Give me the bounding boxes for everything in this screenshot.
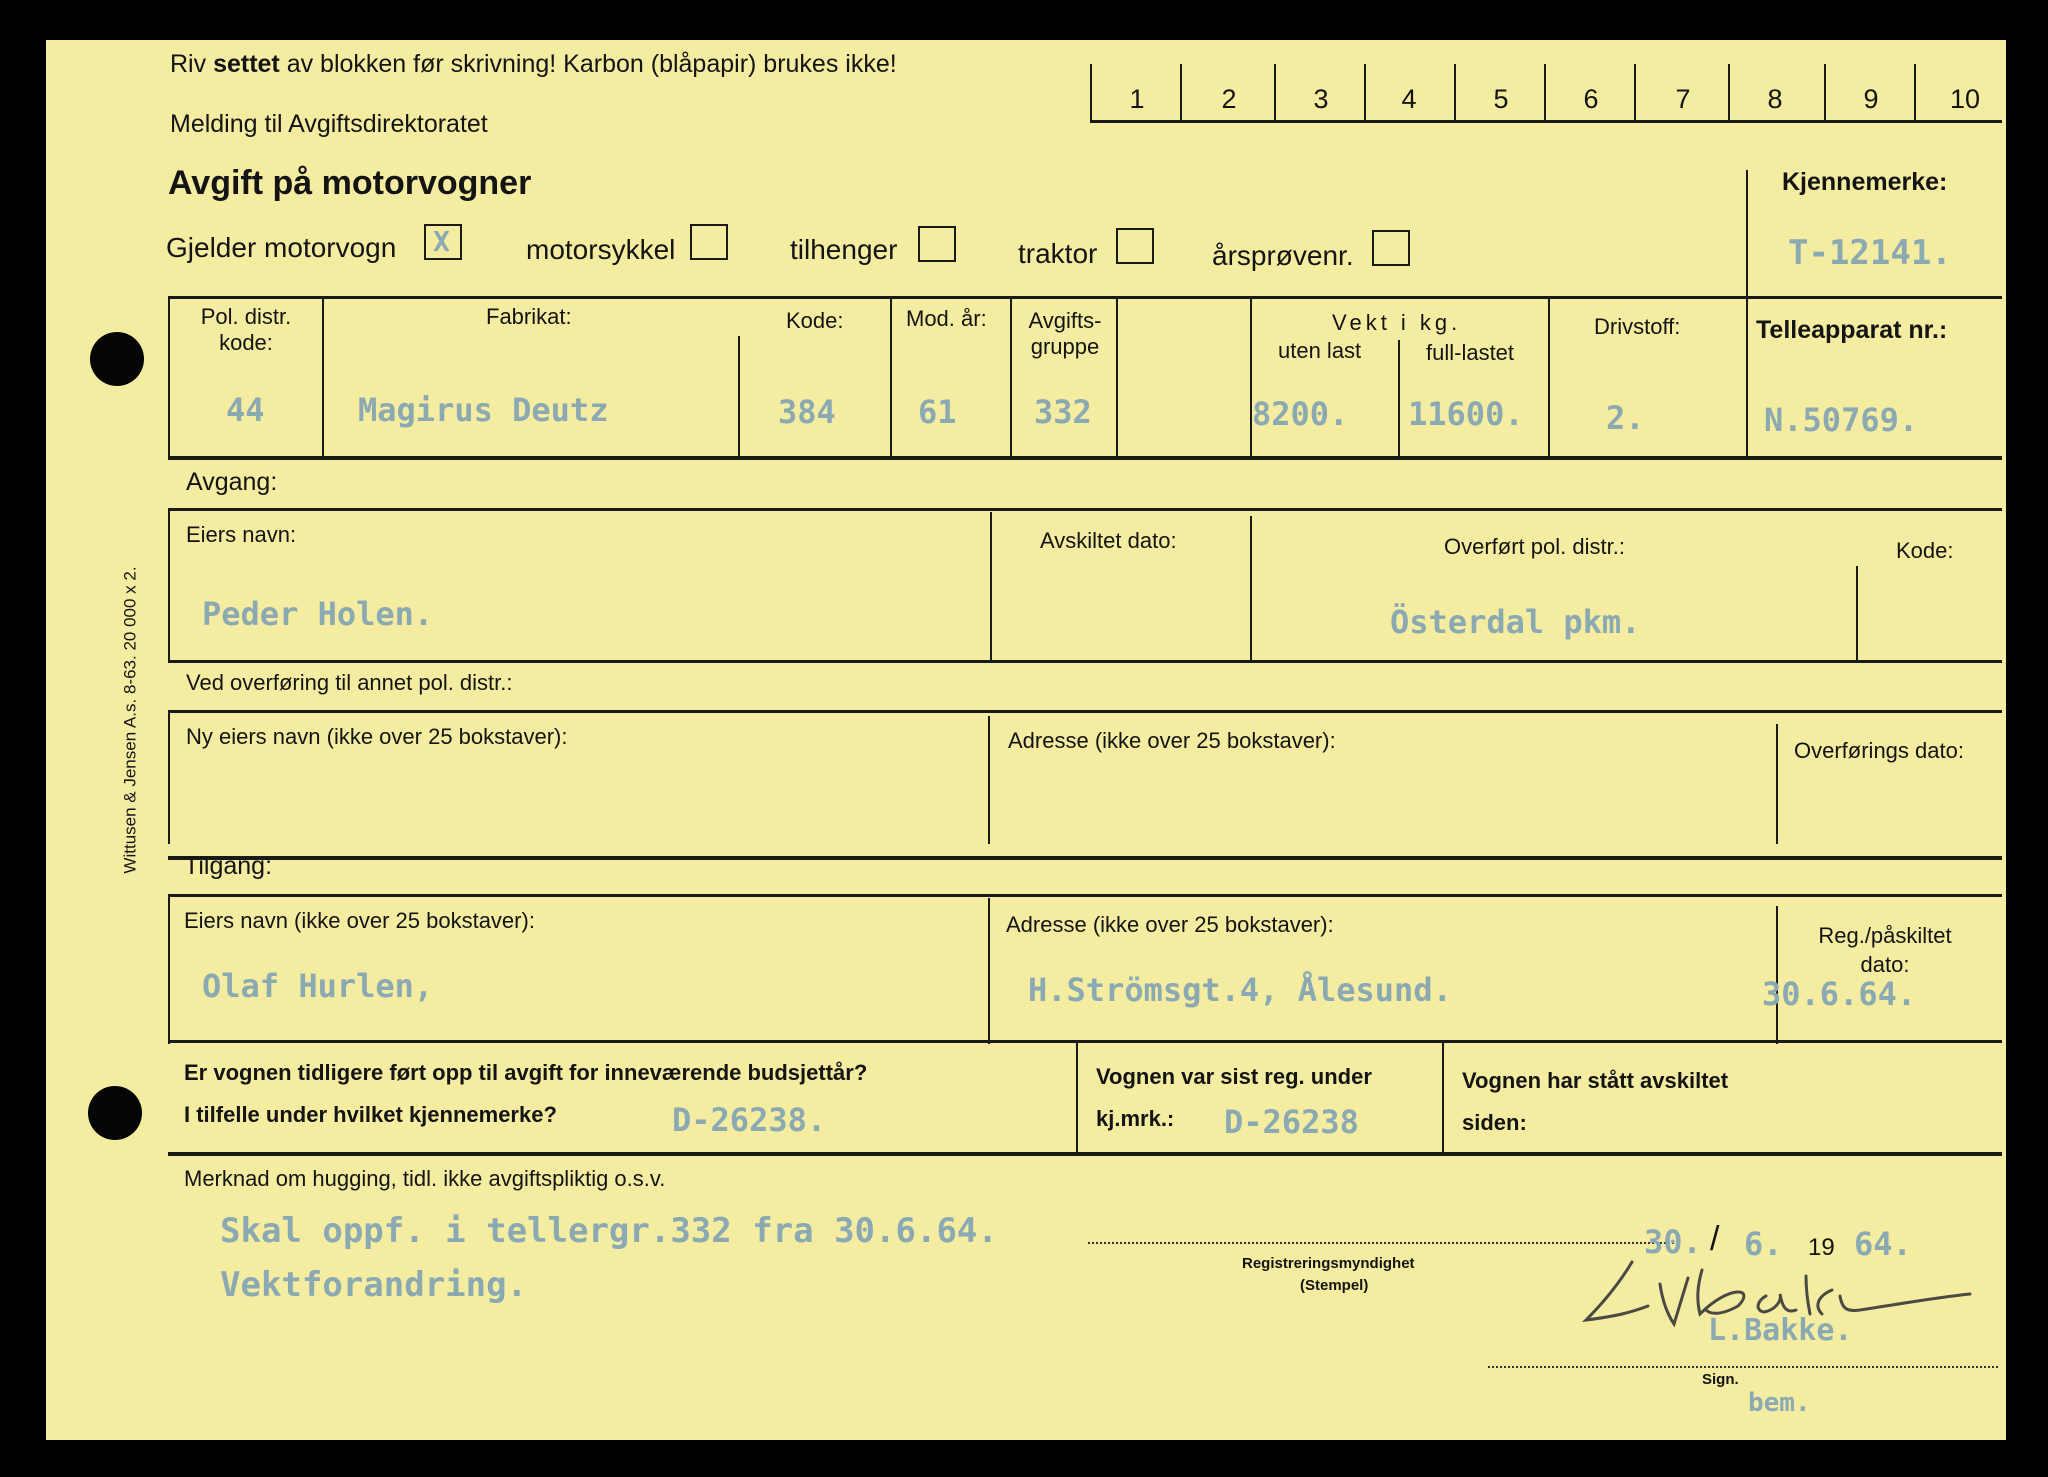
meter-value: N.50769.	[1764, 401, 1919, 439]
form-title: Avgift på motorvogner	[168, 164, 532, 202]
pol-distr-value: 44	[226, 391, 265, 429]
departure-heading: Avgang:	[186, 468, 278, 496]
authority-label: Registreringsmyndighet	[1242, 1255, 1415, 1272]
date-century: 19	[1808, 1234, 1835, 1261]
transfer-heading: Ved overføring til annet pol. distr.:	[186, 670, 513, 695]
fuel-label: Drivstoff:	[1594, 314, 1681, 339]
strip-number: 8	[1767, 84, 1783, 114]
tax-group-label: Avgifts- gruppe	[1028, 308, 1102, 360]
new-address-label: Adresse (ikke over 25 bokstaver):	[1008, 728, 1336, 753]
tractor-checkbox[interactable]	[1116, 228, 1154, 264]
strip-number: 1	[1129, 84, 1145, 114]
idle-line2: siden:	[1462, 1110, 1527, 1135]
reg-date-label: Reg./påskiltet dato:	[1818, 923, 1952, 977]
arrival-address-label: Adresse (ikke over 25 bokstaver):	[1006, 912, 1334, 937]
instruction-text: Riv settet av blokken før skrivning! Karbon (blåpapir) brukes ikke!	[170, 50, 897, 78]
date-slash: /	[1710, 1220, 1720, 1258]
reg-date-value: 30.6.64.	[1762, 975, 1917, 1013]
departure-code-label: Kode:	[1896, 538, 1954, 563]
weight-label: Vekt i kg.	[1332, 310, 1462, 335]
laden-value: 11600.	[1408, 395, 1524, 433]
strip-number: 10	[1949, 84, 1981, 114]
stamp-label: (Stempel)	[1300, 1277, 1369, 1294]
meter-label: Telleapparat nr.:	[1756, 316, 1948, 344]
prev-question-line1: Er vognen tidligere ført opp til avgift for inneværende budsjettår?	[184, 1060, 868, 1085]
remarks-label: Merknad om hugging, tidl. ikke avgiftspliktig o.s.v.	[184, 1166, 666, 1191]
date-year: 64.	[1854, 1225, 1912, 1263]
pol-distr-label: Pol. distr. kode:	[200, 304, 292, 356]
tax-group-value: 332	[1034, 393, 1092, 431]
last-reg-line1: Vognen var sist reg. under	[1096, 1064, 1372, 1089]
fuel-value: 2.	[1606, 399, 1645, 437]
motorcycle-checkbox[interactable]	[690, 224, 728, 260]
laden-label: full-lastet	[1426, 340, 1515, 365]
prev-question-value: D-26238.	[672, 1101, 827, 1139]
strip-number: 7	[1675, 84, 1691, 114]
sign-label: Sign.	[1702, 1371, 1739, 1388]
applies-label: Gjelder motorvogn	[166, 232, 397, 263]
model-year-value: 61	[918, 393, 957, 431]
departure-owner-label: Eiers navn:	[186, 522, 297, 547]
punch-hole-bottom	[88, 1086, 142, 1140]
arrival-heading: Tilgang:	[184, 852, 273, 880]
strip-number: 2	[1221, 84, 1237, 114]
code-label: Kode:	[786, 308, 844, 333]
last-reg-line2: kj.mrk.:	[1096, 1106, 1175, 1131]
strip-number: 4	[1401, 84, 1417, 114]
registration-label: Kjennemerke:	[1782, 168, 1948, 196]
printer-imprint: Wittusen & Jensen A.s. 8-63. 20 000 x 2.	[120, 566, 140, 874]
date-month: 6.	[1744, 1225, 1783, 1263]
tractor-label: traktor	[1018, 238, 1098, 269]
test-plate-checkbox[interactable]	[1372, 230, 1410, 266]
last-reg-value: D-26238	[1224, 1103, 1359, 1141]
strip-number: 5	[1493, 84, 1509, 114]
code-value: 384	[778, 393, 836, 431]
recipient-text: Melding til Avgiftsdirektoratet	[170, 110, 488, 138]
transferred-label: Overført pol. distr.:	[1444, 534, 1625, 559]
trailer-label: tilhenger	[790, 234, 898, 265]
deregistered-label: Avskiltet dato:	[1040, 528, 1177, 553]
vehicle-table-top	[168, 296, 2002, 299]
make-label: Fabrikat:	[486, 304, 572, 329]
motorcycle-label: motorsykkel	[526, 234, 676, 265]
new-owner-label: Ny eiers navn (ikke over 25 bokstaver):	[186, 724, 568, 749]
transfer-date-label: Overførings dato:	[1794, 738, 1964, 763]
vehicle-table-bottom	[168, 456, 2002, 460]
test-plate-label: årsprøvenr.	[1212, 240, 1354, 271]
remarks-line2: Vektforandring.	[220, 1265, 528, 1305]
make-value: Magirus Deutz	[358, 391, 609, 429]
strip-number: 9	[1863, 84, 1879, 114]
number-strip-bottom	[1090, 120, 2002, 123]
arrival-address-value: H.Strömsgt.4, Ålesund.	[1028, 971, 1452, 1009]
idle-line1: Vognen har stått avskiltet	[1462, 1068, 1729, 1093]
motorvehicle-check-mark: X	[433, 225, 450, 258]
prev-question-line2: I tilfelle under hvilket kjennemerke?	[184, 1102, 557, 1127]
trailer-checkbox[interactable]	[918, 226, 956, 262]
registration-value: T-12141.	[1788, 233, 1952, 273]
remarks-line1: Skal oppf. i tellergr.332 fra 30.6.64.	[220, 1211, 998, 1251]
unladen-label: uten last	[1278, 338, 1362, 363]
model-year-label: Mod. år:	[906, 306, 987, 331]
date-day: 30.	[1644, 1223, 1702, 1261]
strip-number: 3	[1313, 84, 1329, 114]
strip-number: 6	[1583, 84, 1599, 114]
unladen-value: 8200.	[1252, 395, 1349, 433]
arrival-owner-label: Eiers navn (ikke over 25 bokstaver):	[184, 908, 535, 933]
transferred-value: Österdal pkm.	[1390, 603, 1641, 641]
signer-name: L.Bakke.	[1708, 1313, 1853, 1348]
arrival-owner-value: Olaf Hurlen,	[202, 967, 434, 1005]
punch-hole-top	[90, 332, 144, 386]
sign-suffix: bem.	[1748, 1388, 1811, 1418]
departure-owner-value: Peder Holen.	[202, 595, 434, 633]
